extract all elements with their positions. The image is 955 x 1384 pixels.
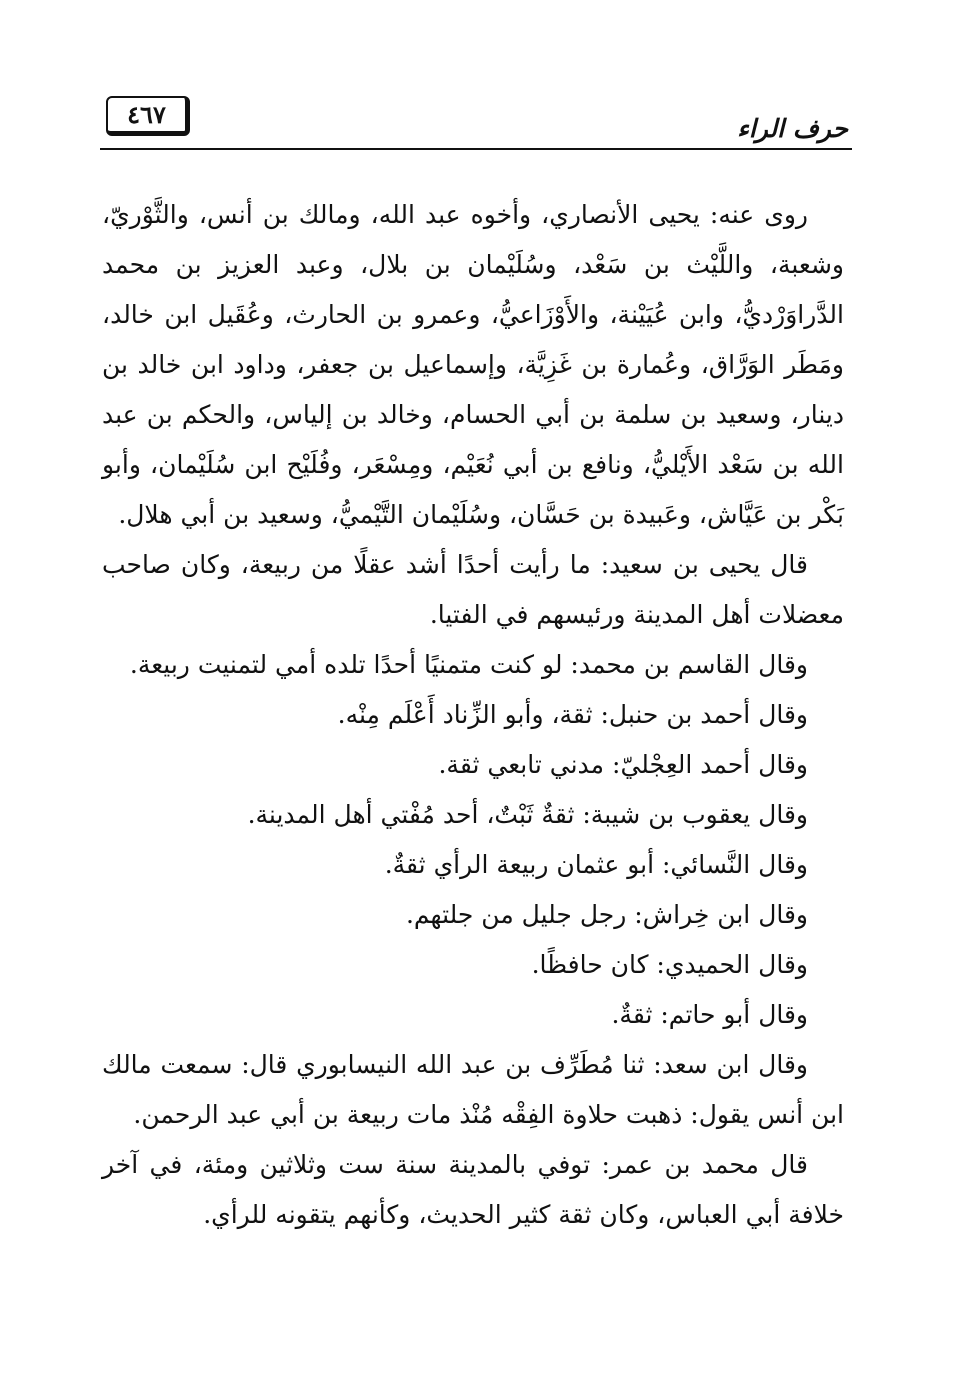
quote-paragraph-abuhatim: وقال أبو حاتم: ثقةٌ.	[611, 1000, 808, 1029]
quote-paragraph-qasim: وقال القاسم بن محمد: لو كنت متمنيًا أحدًا تلده أمي لتمنيت ربيعة.	[129, 650, 808, 679]
quote-paragraph-ijli: وقال أحمد العِجْليّ: مدني تابعي ثقة.	[438, 750, 808, 779]
running-title: حرف الراء	[737, 114, 848, 143]
page-number: ٤٦٧	[106, 96, 190, 136]
page-body	[102, 190, 844, 1240]
narrators-paragraph: روى عنه: يحيى الأنصاري، وأخوه عبد الله، ومالك بن أنس، والثَّوْريّ، وشعبة، واللَّيْث بن سَعْد، وسُلَيْمان بن بلال، وعبد العزيز بن محمد الدَّراوَرْديُّ، وابن عُيَيْنة، والأَوْزَاعيُّ، وعمرو بن الحارث، وعُقَيل ابن خالد، ومَطَر الوَرَّاق، وعُمارة بن غَزِيَّة، وإسماعيل بن جعفر، وداود ابن خالد بن دينار، وسعيد بن سلمة بن أبي الحسام، وخالد بن إلياس، والحكم بن عبد الله بن سَعْد الأَيْليُّ، ونافع بن أبي نُعَيْم، ومِسْعَر، وفُلَيْح ابن سُلَيْمان، وأبو بَكْر بن عَيَّاش، وعَبيدة بن حَسَّان، وسُلَيْمان التَّيْميُّ، وسعيد بن أبي هلال.	[102, 200, 844, 529]
quote-paragraph-khirash: وقال ابن خِراش: رجل جليل من جلتهم.	[405, 900, 808, 929]
quote-paragraph-yahya: قال يحيى بن سعيد: ما رأيت أحدًا أشد عقلًا من ربيعة، وكان صاحب معضلات أهل المدينة ورئيسهم في الفتيا.	[102, 550, 844, 629]
quote-paragraph-death: قال محمد بن عمر: توفي بالمدينة سنة ست وثلاثين ومئة، في آخر خلافة أبي العباس، وكان ثقة كثير الحديث، وكأنهم يتقونه للرأي.	[102, 1150, 844, 1229]
quote-paragraph-yaqub: وقال يعقوب بن شيبة: ثقةٌ ثَبْتٌ، أحد مُفْتي أهل المدينة.	[247, 800, 808, 829]
quote-paragraph-humaydi: وقال الحميدي: كان حافظًا.	[531, 950, 808, 979]
header-rule	[100, 148, 852, 150]
quote-paragraph-ahmad: وقال أحمد بن حنبل: ثقة، وأبو الزِّناد أَعْلَم مِنْه.	[337, 700, 808, 729]
page-header	[100, 88, 852, 160]
quote-paragraph-ibnsaad: وقال ابن سعد: ثنا مُطَرِّف بن عبد الله النيسابوري قال: سمعت مالك ابن أنس يقول: ذهبت حلاوة الفِقْه مُنْذ مات ربيعة بن أبي عبد الرحمن.	[102, 1050, 844, 1129]
quote-paragraph-nasai: وقال النَّسائي: أبو عثمان ربيعة الرأي ثقةٌ.	[384, 850, 808, 879]
